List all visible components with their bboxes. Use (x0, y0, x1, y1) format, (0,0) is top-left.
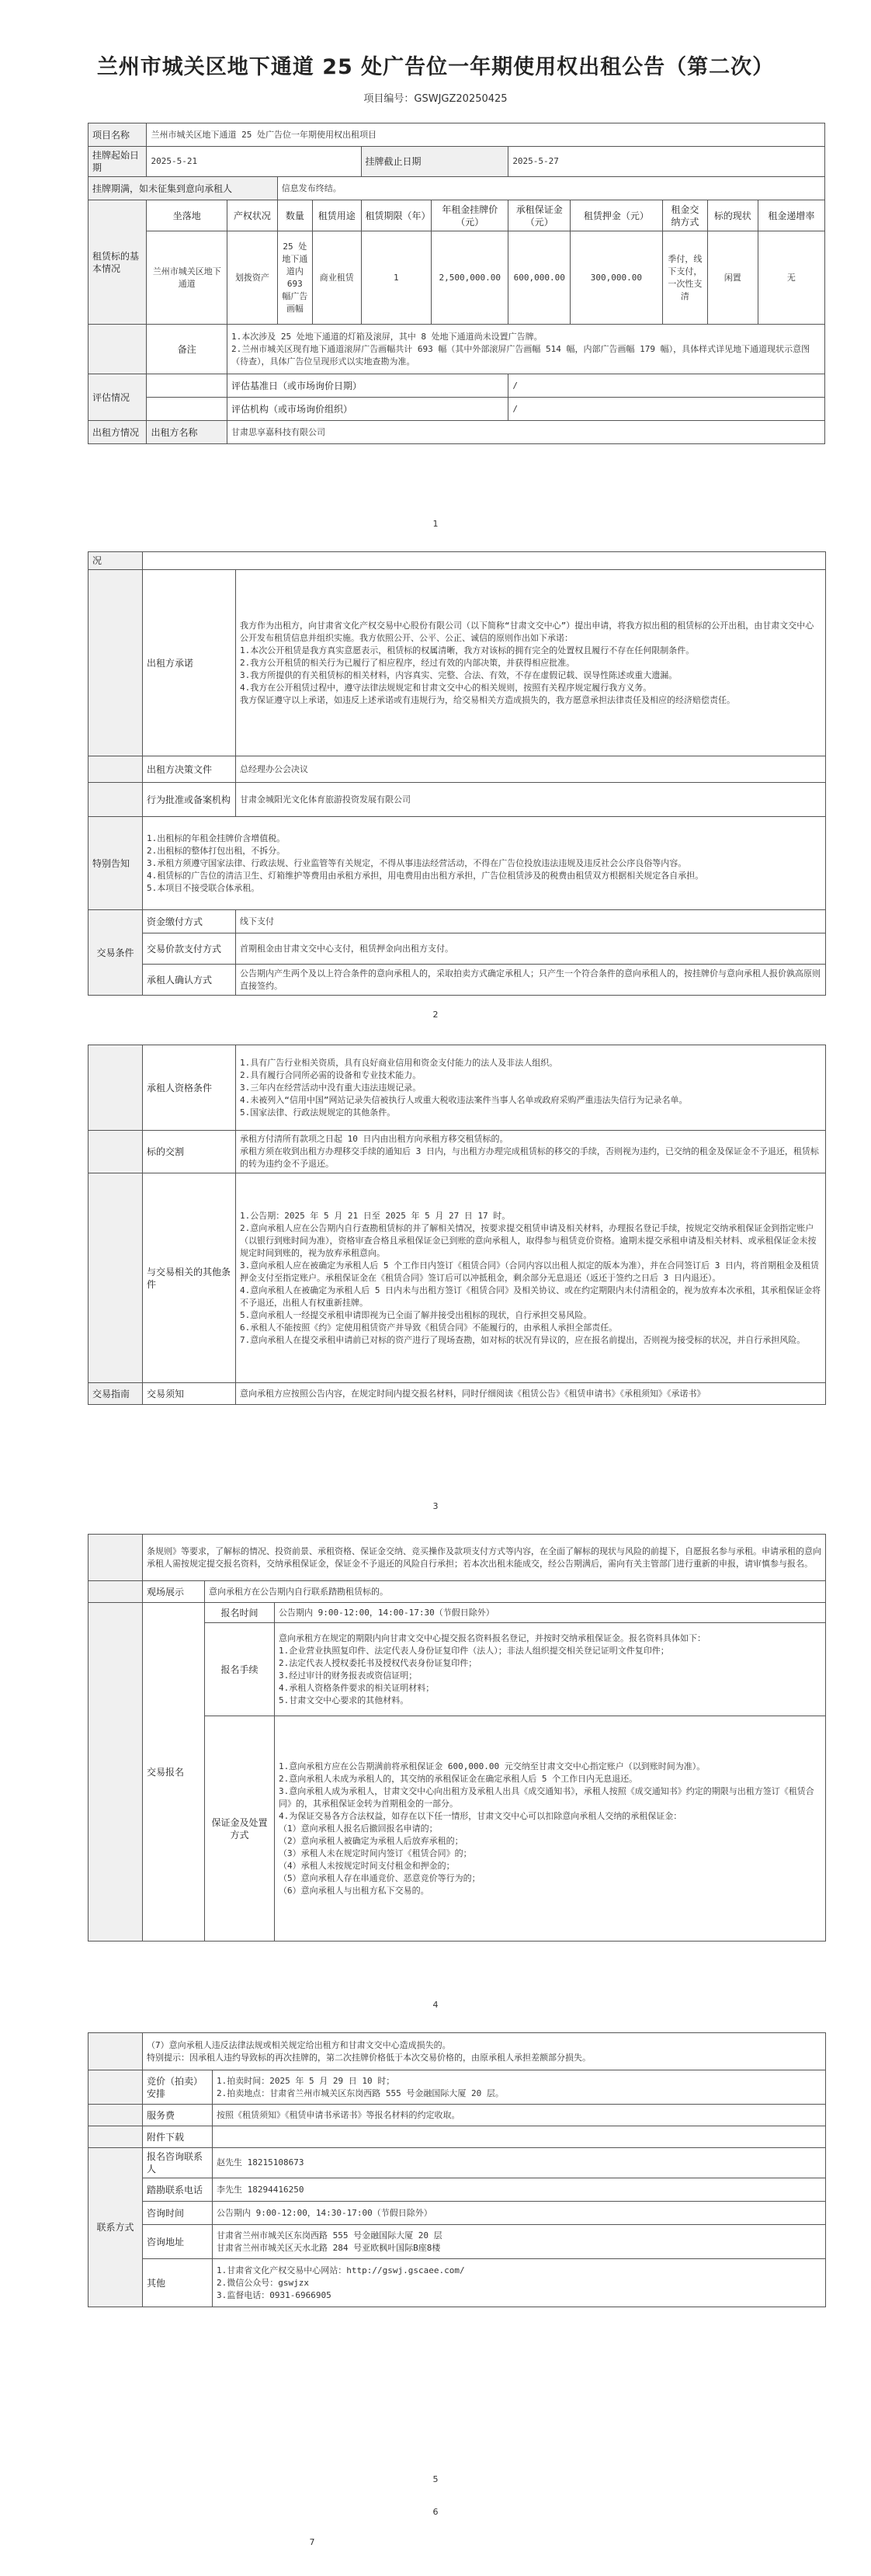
cell-quantity: 25 处地下通道内 693 幅广告画幅 (277, 231, 312, 325)
view-text: 意向承租方在公告期内自行联系踏勘租赁标的。 (205, 1581, 826, 1603)
col-header: 租金交纳方式 (662, 200, 707, 231)
page-number: 7 (309, 2537, 315, 2547)
attach-text[interactable] (213, 2126, 826, 2148)
lessee-label: 承租人确认方式 (143, 965, 236, 996)
end-date: 2025-5-27 (508, 147, 825, 177)
guide-sub: 交易须知 (143, 1383, 236, 1405)
lessor-name: 甘肃思享嘉科技有限公司 (227, 421, 825, 444)
col-header: 租赁用途 (312, 200, 361, 231)
guar-text: 1.意向承租方应在公告期满前将承租保证金 600,000.00 元交纳至甘肃文交中心指定账户（以到账时间为准）。 2.意向承租人未成为承租人的，其交纳的承租保证金在确定承租人后 5 个工作日内无息退还。 3.意向承租人成为承租人，甘肃文交中心向出租方及承租人出具《成交通知书》，承租人按照《成交通知书》约定的期限与出租方签订《租赁合同》的，其承租保证金转为首期租金的一部分。 4.为保证交易各方合法权益，如存在以下任一情形，甘肃文交中心可以扣除意向承租人交纳的承租保证金： （1）意向承租人报名后撤回报名申请的； （2）意向承租人被确定为承租人后放弃承租的； （3）承租人未在规定时间内签订《租赁合同》的； （4）承租人未按规定时间支付租金和押金的； （5）意向承租人存在串通竞价、恶意竞价等行为的； （6）意向承租人与出租方私下交易的。 (275, 1716, 826, 1942)
c1-text: 赵先生 18215108673 (213, 2148, 826, 2178)
c3-text: 公告期内 9:00-12:00，14:30-17:00（节假日除外） (213, 2202, 826, 2225)
cell-location: 兰州市城关区地下通道 (147, 231, 227, 325)
decision-text: 总经理办公会决议 (236, 756, 826, 783)
deposit-label: 标的交割 (143, 1131, 236, 1173)
table-page-3 (88, 1045, 826, 1405)
eval-date: / (508, 374, 825, 398)
start-label: 挂牌起始日期 (88, 147, 147, 177)
time-label: 报名时间 (205, 1603, 275, 1623)
eval-org-label: 评估机构（或市场询价组织） (227, 398, 508, 421)
project-name-label: 项目名称 (88, 123, 147, 147)
table-page-5 (88, 2032, 826, 2307)
cell-payment: 季付，线下支付，一次性支清 (662, 231, 707, 325)
col-header: 标的现状 (707, 200, 758, 231)
basic-label: 租赁标的基本情况 (88, 200, 147, 325)
cell-property: 划拨资产 (227, 231, 278, 325)
cell-status: 闲置 (707, 231, 758, 325)
period-value: 信息发布终结。 (277, 177, 824, 200)
table-page-1 (88, 123, 825, 444)
page-number: 6 (432, 2507, 439, 2517)
guar-label: 保证金及处置方式 (205, 1716, 275, 1942)
eval-gap2 (147, 398, 227, 421)
note-text: 1.本次涉及 25 处地下通道的灯箱及滚屏，其中 8 处地下通道尚未设置广告牌。 2.兰州市城关区现有地下通道滚屏广告画幅共计 693 幅（其中外部滚屏广告画幅 514 幅，内部广告画幅 179 幅），具体样式详见地下通道现状示意图（待查），具体广告位呈现形式以实地查勘为准。 (227, 325, 825, 374)
table-page-4 (88, 1534, 826, 1942)
decision-label: 出租方决策文件 (143, 756, 236, 783)
guide-cont2 (88, 1581, 143, 1603)
col-header: 坐落地 (147, 200, 227, 231)
cell-increase: 无 (758, 231, 824, 325)
eval-org: / (508, 398, 825, 421)
lessor-section: 出租方情况 (88, 421, 147, 444)
page-number: 3 (432, 1501, 439, 1511)
deposit-text: 承租方付清所有款项之日起 10 日内由出租方向承租方移交租赁标的。 承租方须在收到出租方办理移交手续的通知后 3 日内，与出租方办理完成租赁标的移交的手续，否则视为违约，已交纳的租金及保证金不予退还，租赁标的转为违约金不予退还。 (236, 1131, 826, 1173)
auction-text: 1.拍卖时间：2025 年 5 月 29 日 10 时； 2.拍卖地点：甘肃省兰州市城关区东岗西路 555 号金融国际大厦 20 层。 (213, 2070, 826, 2105)
lessor-label: 出租方名称 (147, 421, 227, 444)
notice-text: 1.出租标的年租金挂牌价含增值税。 2.出租标的整体打包出租，不拆分。 3.承租方须遵守国家法律、行政法规、行业监管等有关规定，不得从事违法经营活动，不得在广告位投放违法违规及违反社会公序良俗等内容。 4.租赁标的广告位的清洁卫生、灯箱维护等费用由承租方承担，用电费用由出租方承担，广告位租赁涉及的税费由租赁双方根据相关规定各自承担。 5.本项目不接受联合体承租。 (143, 817, 826, 910)
col-header: 承租保证金（元） (508, 200, 571, 231)
page-number: 1 (432, 519, 439, 529)
contact-label: 联系方式 (88, 2148, 143, 2307)
frag-cont (88, 570, 143, 756)
cell-deposit: 300,000.00 (571, 231, 663, 325)
attach-label: 附件下载 (143, 2126, 213, 2148)
approval-text: 甘肃金城阳光文化体育旅游投资发展有限公司 (236, 783, 826, 817)
guide-cont6 (88, 2126, 143, 2148)
page-number: 5 (432, 2474, 439, 2484)
price-req-label: 交易价款支付方式 (143, 933, 236, 965)
guide-cont5 (88, 2105, 143, 2126)
pay-method-label: 资金缴付方式 (143, 910, 236, 933)
guide-text: 意向承租方应按照公告内容，在规定时间内提交报名材料，同时仔细阅读《租赁公告》《租赁申请书》《承租须知》《承诺书》 (236, 1383, 826, 1405)
col-header: 租赁期限（年） (361, 200, 432, 231)
col-header: 租金递增率 (758, 200, 824, 231)
pay-method: 线下支付 (236, 910, 826, 933)
eval-gap (147, 374, 227, 398)
c2-text: 李先生 18294416250 (213, 2178, 826, 2202)
project-name: 兰州市城关区地下通道 25 处广告位一年期使用权出租项目 (147, 123, 825, 147)
guide-frag: 条规则》等要求，了解标的情况、投资前景、承租资格、保证金交纳、竞买操作及款项支付方式等内容，在全面了解标的现状与风险的前提下，自愿报名参与承租。申请承租的意向承租人需按规定提交报名资料，交纳承租保证金，保证金不予退还的风险自行承担；若本次出租未能成交，经公告期满后，需向有关主管部门进行重新的申报，请审慎参与报名。 (143, 1535, 826, 1581)
guar-frag: （7）意向承租人违反法律法规或相关规定给出租方和甘肃文交中心造成损失的。 特别提示：因承租人违约导致标的再次挂牌的，第二次挂牌价格低于本次交易价格的，由原承租人承担差额部分损失。 (143, 2033, 826, 2070)
c4-label: 咨询地址 (143, 2225, 213, 2259)
cell-guarantee: 600,000.00 (508, 231, 571, 325)
pledge-text: 我方作为出租方，向甘肃省文化产权交易中心股份有限公司（以下简称“甘肃文交中心”）提出申请，将我方拟出租的租赁标的公开出租，由甘肃文交中心公开发布租赁信息并组织实施。我方依照公开、公平、公正、诚信的原则作出如下承诺： 1.本次公开租赁是我方真实意愿表示，租赁标的权属清晰，我方对该标的拥有完全的处置权且履行不存在任何限制条件。 2.我方公开租赁的相关行为已履行了相应程序，经过有效的内部决策，并获得相应批准。 3.我方所提供的有关租赁标的相关材料，内容真实、完整、合法、有效，不存在虚假记载、误导性陈述或重大遗漏。 4.我方在公开租赁过程中，遵守法律法规规定和甘肃文交中心的相关规则，按照有关程序规定履行我方义务。 我方保证遵守以上承诺，如违反上述承诺或有违规行为，给交易相关方造成损失的，我方愿意承担法律责任及相应的经济赔偿责任。 (236, 570, 826, 756)
col-header: 年租金挂牌价（元） (432, 200, 508, 231)
cell-rent: 2,500,000.00 (432, 231, 508, 325)
period-label: 挂牌期满，如未征集到意向承租人 (88, 177, 278, 200)
eval-label: 评估情况 (88, 374, 147, 421)
col-header: 数量 (277, 200, 312, 231)
col-header: 产权状况 (227, 200, 278, 231)
trade-cont (88, 1045, 143, 1131)
lessee-text: 公告期内产生两个及以上符合条件的意向承租人的，采取拍卖方式确定承租人；只产生一个符合条件的意向承租人的，按挂牌价与意向承租人报价孰高原则直接签约。 (236, 965, 826, 996)
c2-label: 踏勘联系电话 (143, 2178, 213, 2202)
enroll-label: 交易报名 (143, 1603, 205, 1942)
cell-use: 商业租赁 (312, 231, 361, 325)
lessor-cont2 (88, 783, 143, 817)
time-text: 公告期内 9:00-12:00，14:00-17:30（节假日除外） (275, 1603, 826, 1623)
price-req: 首期租金由甘肃文交中心支付，租赁押金向出租方支付。 (236, 933, 826, 965)
other-label: 与交易相关的其他条件 (143, 1173, 236, 1383)
auction-label: 竞价（拍卖）安排 (143, 2070, 213, 2105)
service-label: 服务费 (143, 2105, 213, 2126)
other-text: 1.公告期：2025 年 5 月 21 日至 2025 年 5 月 27 日 17 时。 2.意向承租人应在公告期内自行查勘租赁标的并了解相关情况，按要求提交租赁申请及相关材料，办理报名登记手续，按规定交纳承租保证金到指定账户（以银行到账时间为准），资格审查合格且承租保证金已到账的意向承租人，取得参与租赁竞价资格。逾期未提交承租申请及相关材料、或承租保证金未按规定时间到账的，视为放弃承租意向。 3.意向承租人应在被确定为承租人后 5 个工作日内签订《租赁合同》（合同内容以出租人拟定的版本为准），并在合同签订后 3 日内，将首期租金及租赁押金支付至指定账户。承租保证金在《租赁合同》签订后可以冲抵租金，剩余部分无息退还（返还于签约之日后 3 日内退还）。 4.意向承租人在被确定为承租人后 5 日内未与出租方签订《租赁合同》及相关协议、或在约定期限内未付清租金的，视为放弃本次承租，其承租保证金将不予退还，出租人有权重新挂牌。 5.意向承租人一经提交承租申请即视为已全面了解并接受出租标的现状，自行承担交易风险。 6.承租人不能按照《约》定使用租赁资产并导致《租赁合同》不能履行的，由承租人承担全部责任。 7.意向承租人在提交承租申请前已对标的资产进行了现场查勘，如对标的状况有异议的，应在报名前提出，否则视为接受标的状况，并自行承担风险。 (236, 1173, 826, 1383)
page-number: 2 (432, 1010, 439, 1020)
c4-text: 甘肃省兰州市城关区东岗西路 555 号金融国际大厦 20 层 甘肃省兰州市城关区天水北路 284 号亚欧枫叶国际B座8楼 (213, 2225, 826, 2259)
guar-cont (88, 2033, 143, 2070)
table-page-2 (88, 551, 826, 996)
proc-label: 报名手续 (205, 1623, 275, 1716)
project-code: 项目编号：GSWJGZ20250425 (363, 93, 508, 105)
lessor-cont (88, 756, 143, 783)
view-label: 观场展示 (143, 1581, 205, 1603)
guide-cont (88, 1535, 143, 1581)
trade-label: 交易条件 (88, 910, 143, 996)
page-number: 4 (432, 2000, 439, 2010)
page-title: 兰州市城关区地下通道 25 处广告位一年期使用权出租公告（第二次） (96, 55, 775, 79)
qual-label: 承租人资格条件 (143, 1045, 236, 1131)
frag-blank (143, 552, 826, 570)
basic-label-cont (88, 325, 147, 374)
guide-cont4 (88, 2070, 143, 2105)
approval-label: 行为批准或备案机构 (143, 783, 236, 817)
c3-label: 咨询时间 (143, 2202, 213, 2225)
service-text: 按照《租赁须知》《租赁申请书承诺书》等报名材料的约定收取。 (213, 2105, 826, 2126)
qual-text: 1.具有广告行业相关资质，具有良好商业信用和资金支付能力的法人及非法人组织。 2.具有履行合同所必需的设备和专业技术能力。 3.三年内在经营活动中没有重大违法违规记录。 4.未被列入“信用中国”网站记录失信被执行人或重大税收违法案件当事人名单或政府采购严重违法失信行为记录名单。 5.国家法律、行政法规规定的其他条件。 (236, 1045, 826, 1131)
trade-cont3 (88, 1173, 143, 1383)
eval-date-label: 评估基准日（或市场询价日期） (227, 374, 508, 398)
c5-label: 其他 (143, 2259, 213, 2307)
start-date: 2025-5-21 (147, 147, 361, 177)
c1-label: 报名咨询联系人 (143, 2148, 213, 2178)
cell-term: 1 (361, 231, 432, 325)
c5-text: 1.甘肃省文化产权交易中心网站：http://gswj.gscaee.com/ 2.微信公众号：gswjzx 3.监督电话：0931-6966905 (213, 2259, 826, 2307)
proc-text: 意向承租方在规定的期限内向甘肃文交中心提交报名资料报名登记，并按时交纳承租保证金。报名资料具体如下： 1.企业营业执照复印件、法定代表人身份证复印件（法人）；非法人组织提交相关登记证明文件复印件； 2.法定代表人授权委托书及授权代表身份证复印件； 3.经过审计的财务报表或资信证明； 4.承租人资格条件要求的相关证明材料； 5.甘肃文交中心要求的其他材料。 (275, 1623, 826, 1716)
col-header: 租赁押金（元） (571, 200, 663, 231)
guide-label: 交易指南 (88, 1383, 143, 1405)
note-label: 备注 (147, 325, 227, 374)
end-label: 挂牌截止日期 (361, 147, 508, 177)
frag-label: 况 (88, 552, 143, 570)
trade-cont2 (88, 1131, 143, 1173)
notice-label: 特别告知 (88, 817, 143, 910)
guide-cont3 (88, 1603, 143, 1942)
pledge-label: 出租方承诺 (143, 570, 236, 756)
